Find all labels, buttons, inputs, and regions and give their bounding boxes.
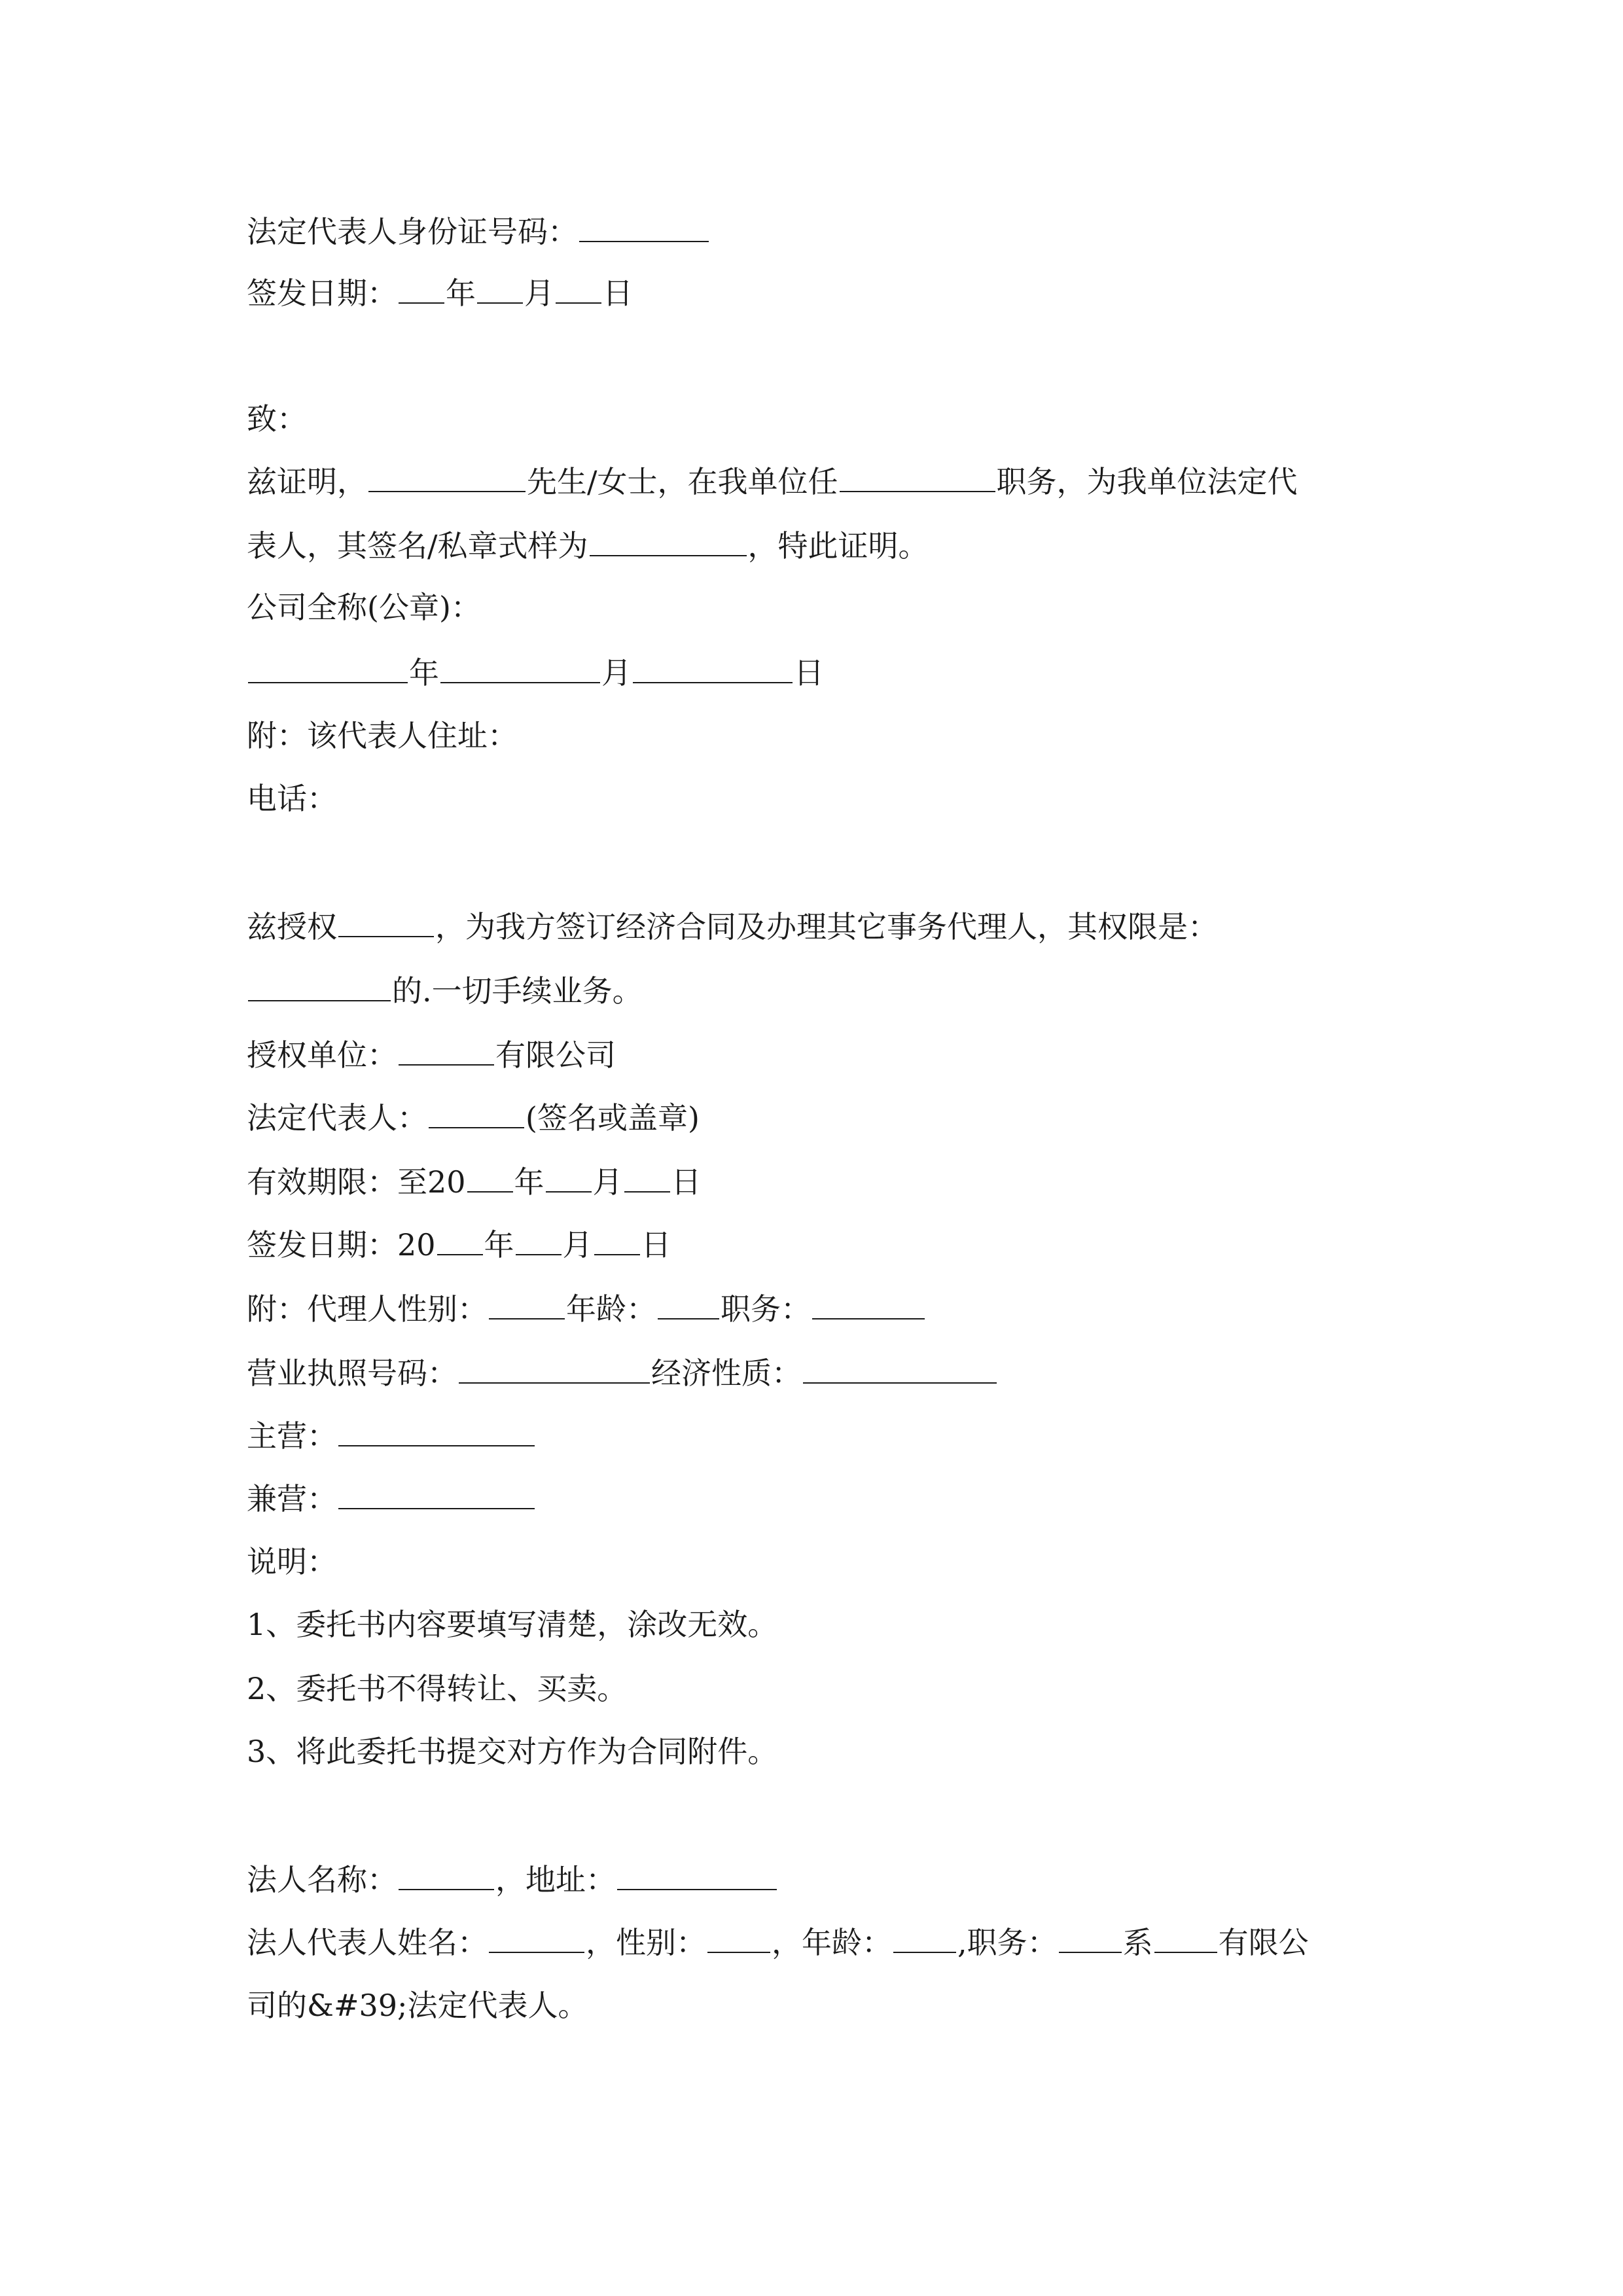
notes-label: 说明： [247,1544,337,1579]
note-text-1: 1、委托书内容要填写清楚，涂改无效。 [247,1607,778,1642]
certify-text-1: 兹证明， [247,464,367,499]
phone-line [247,779,337,818]
certify-line-2 [247,525,929,564]
certify-day-blank[interactable] [633,652,793,683]
authorizing-unit-blank[interactable] [399,1034,494,1066]
validity-line [247,1161,702,1200]
legal-rep-blank[interactable] [429,1097,524,1128]
address-label: 附：该代表人住址： [247,718,518,753]
legal-rep-closing-line [247,1986,588,2025]
issue-year-blank[interactable] [437,1224,483,1255]
certify-year-blank[interactable] [248,652,408,683]
certify-text-2: 先生/女士，在我单位任 [527,464,838,499]
issue-date-label: 签发日期： [247,276,397,311]
note-text-2: 2、委托书不得转让、买卖。 [247,1671,628,1706]
legal-rep-name-blank[interactable] [489,1922,584,1953]
issue-date-line [247,272,633,312]
company-seal-line [247,588,481,627]
agent-position-label: 职务： [721,1291,811,1327]
authorize-text-3: 的.一切手续业务。 [392,973,643,1009]
validity-year-label: 年 [514,1164,544,1200]
note-item-1 [247,1605,777,1644]
issue-day-blank[interactable] [594,1224,640,1255]
legal-entity-address-blank[interactable] [617,1859,777,1890]
issue-month-blank[interactable] [516,1224,562,1255]
side-business-label: 兼营： [247,1481,337,1516]
certify-date-line [247,652,824,691]
legal-rep-name-label: 法人代表人姓名： [247,1925,488,1960]
legal-entity-line [247,1859,778,1898]
year-label: 年 [446,276,476,311]
id-number-blank[interactable] [579,211,709,242]
legal-rep-label: 法定代表人： [247,1100,427,1136]
legal-rep-line [247,1097,700,1136]
validity-month-label: 月 [592,1164,623,1200]
license-number-blank[interactable] [459,1352,650,1384]
signature-sample-label: 表人，其签名/私章式样为 [247,528,588,564]
agent-info-line [247,1288,926,1327]
side-business-blank[interactable] [338,1478,535,1509]
day-label: 日 [603,276,633,311]
license-number-label: 营业执照号码： [247,1355,457,1391]
issue-date-line-2 [247,1224,671,1263]
id-number-label: 法定代表人身份证号码： [247,214,578,249]
certify-text-3: 职务，为我单位法定代 [996,464,1298,499]
representative-name-blank[interactable] [368,461,526,492]
note-text-3: 3、将此委托书提交对方作为合同附件。 [247,1734,778,1769]
license-line [247,1352,998,1391]
month-blank[interactable] [477,272,523,304]
main-business-line [247,1415,536,1454]
company-partial-label: 有限公 [1218,1925,1309,1960]
certify-month-label: 月 [601,655,632,691]
authorize-line-2 [247,970,643,1009]
dept-blank[interactable] [1154,1922,1217,1953]
month-label: 月 [524,276,554,311]
addressee-line [247,399,307,439]
main-business-label: 主营： [247,1418,337,1454]
agent-name-blank[interactable] [338,906,434,937]
validity-year-blank[interactable] [467,1161,513,1193]
notes-heading [247,1542,337,1581]
legal-rep-gender-blank[interactable] [707,1922,770,1953]
authorizing-unit-line [247,1034,616,1073]
main-business-blank[interactable] [338,1415,535,1446]
validity-day-label: 日 [671,1164,702,1200]
authorize-text-1: 兹授权 [247,909,337,944]
legal-rep-gender-label: ，性别： [586,1925,706,1960]
addressee-label: 致： [247,401,307,437]
legal-rep-age-blank[interactable] [893,1922,956,1953]
certify-year-label: 年 [409,655,439,691]
dept-label: 系 [1122,1925,1153,1960]
id-number-line [247,211,710,250]
day-blank[interactable] [556,272,601,304]
phone-label: 电话： [247,781,337,816]
authorize-text-2: ，为我方签订经济合同及办理其它事务代理人，其权限是： [435,909,1218,944]
authority-scope-blank[interactable] [248,970,391,1001]
validity-month-blank[interactable] [546,1161,592,1193]
agent-position-blank[interactable] [812,1288,925,1319]
certify-day-label: 日 [794,655,824,691]
legal-rep-closing-text: 司的&#39;法定代表人。 [247,1988,588,2023]
agent-gender-blank[interactable] [489,1288,565,1319]
legal-rep-position-blank[interactable] [1059,1922,1122,1953]
legal-rep-position-label: ,职务： [957,1925,1058,1960]
issue-month-label: 月 [562,1227,593,1263]
legal-rep-details-line [247,1922,1309,1961]
agent-age-label: 年龄： [566,1291,656,1327]
authorizing-unit-label: 授权单位： [247,1037,397,1073]
company-suffix-label: 有限公司 [495,1037,616,1073]
issue-year-label: 年 [484,1227,514,1263]
legal-entity-name-blank[interactable] [399,1859,494,1890]
note-item-2 [247,1669,627,1708]
validity-day-blank[interactable] [624,1161,670,1193]
authorize-line-1 [247,906,1218,945]
economic-nature-blank[interactable] [803,1352,997,1384]
legal-entity-address-label: ，地址： [495,1862,616,1897]
certify-closing-text: ，特此证明。 [747,528,929,564]
issue-day-label: 日 [641,1227,671,1263]
legal-rep-age-label: ，年龄： [772,1925,892,1960]
agent-age-blank[interactable] [658,1288,719,1319]
agent-gender-label: 附：代理人性别： [247,1291,488,1327]
economic-nature-label: 经济性质： [651,1355,802,1391]
validity-label: 有效期限：至20 [247,1164,466,1200]
note-item-3 [247,1732,777,1771]
certify-month-blank[interactable] [440,652,600,683]
sign-or-seal-label: (签名或盖章) [526,1100,700,1136]
side-business-line [247,1478,536,1517]
position-blank[interactable] [840,461,995,492]
certify-line-1 [247,461,1298,500]
issue-date-label-2: 签发日期：20 [247,1227,436,1263]
year-blank[interactable] [399,272,444,304]
signature-sample-blank[interactable] [590,525,747,556]
company-seal-label: 公司全称(公章)： [247,590,481,625]
legal-entity-name-label: 法人名称： [247,1862,397,1897]
address-line [247,716,518,755]
